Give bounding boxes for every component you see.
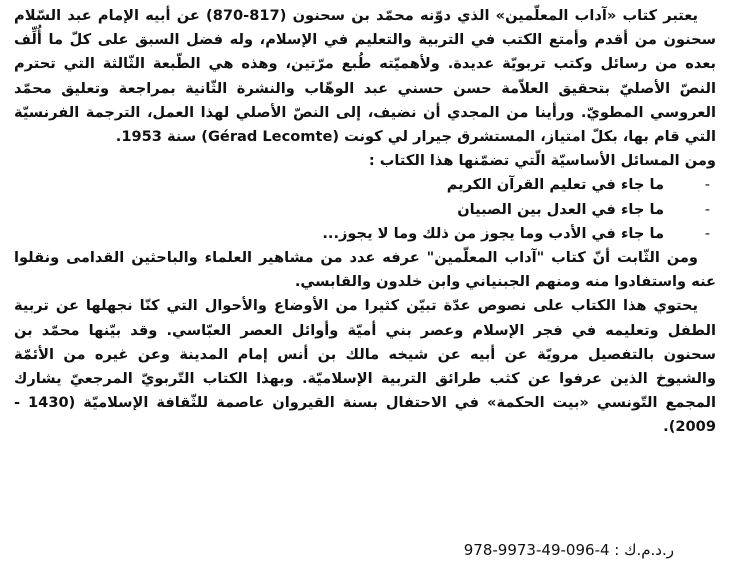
content-paragraph: يحتوي هذا الكتاب على نصوص عدّة تبيّن كثيرا من الأوضاع والأحوال التي كنّا نجهلها عن تربية الطفل وتعليمه في فجر الإسلام وعصر بني أميّة وأوائل العصر العبّاسي. وقد بيّنها محمّد بن سحنون بالتفصيل مرويّة عن أبيه عن شيخه مالك بن أنس إمام المدينة وعن غيره من الأئمّة والشيوخ الذين عرفوا عن كثب طرائق التربية الإسلاميّة. وبهذا الكتاب التّربويّ المرجعيّ يشارك المجمع التّونسي «بيت الحكمة» في الاحتفال بسنة القيروان عاصمة للثّقافة الإسلاميّة (1430 - 2009). <box>14 297 716 436</box>
topics-intro: ومن المسائل الأساسيّة الّتي تضمّنها هذا الكتاب : <box>368 152 716 170</box>
list-item-text: ما جاء في الأدب وما يجوز من ذلك وما لا يجوز... <box>322 224 664 242</box>
list-dash: - <box>704 176 710 194</box>
reception-paragraph: ومن الثّابت أنّ كتاب "آداب المعلّمين" عرفه عدد من مشاهير العلماء والباحثين القدامى ونقلوا عنه واستفادوا منه ومنهم الجبنياني وابن خلدون والقابسي. <box>14 249 716 291</box>
list-item-text: ما جاء في تعليم القرآن الكريم <box>446 176 664 194</box>
isbn-line: ر.د.م.ك : 4-096-49-9973-978 <box>463 541 674 559</box>
list-dash: - <box>704 200 710 218</box>
list-item <box>14 173 716 197</box>
intro-paragraph: يعتبر كتاب «آداب المعلّمين» الذي دوّنه محمّد بن سحنون (817-870) عن أبيه الإمام عبد السّلام سحنون من أقدم وأمتع الكتب في التربية والتعليم في الإسلام، وله فضل السبق على كلّ ما أُلِّف بعده من رسائل وكتب تربويّة عديدة. ولأهميّته طُبع مرّتين، وهذه هي الطّبعة الثّالثة التي تحترم النصّ الأصليّ بتحقيق العلاّمة حسن حسني عبد الوهّاب والنشرة الثّانية بمراجعة وتعليق محمّد العروسي المطويّ. ورأينا من المجدي أن نضيف، إلى النصّ الأصلي لهذا العمل، الترجمة الفرنسيّة التي قام بها، بكلّ امتياز، المستشرق جيرار لي كونت (Gérad Lecomte) سنة 1953. <box>14 7 716 146</box>
document-body <box>14 4 716 440</box>
list-item <box>14 198 716 222</box>
list-dash: - <box>704 224 710 242</box>
list-item-text: ما جاء في العدل بين الصبيان <box>457 200 664 218</box>
topics-list <box>14 173 716 246</box>
list-item <box>14 222 716 246</box>
